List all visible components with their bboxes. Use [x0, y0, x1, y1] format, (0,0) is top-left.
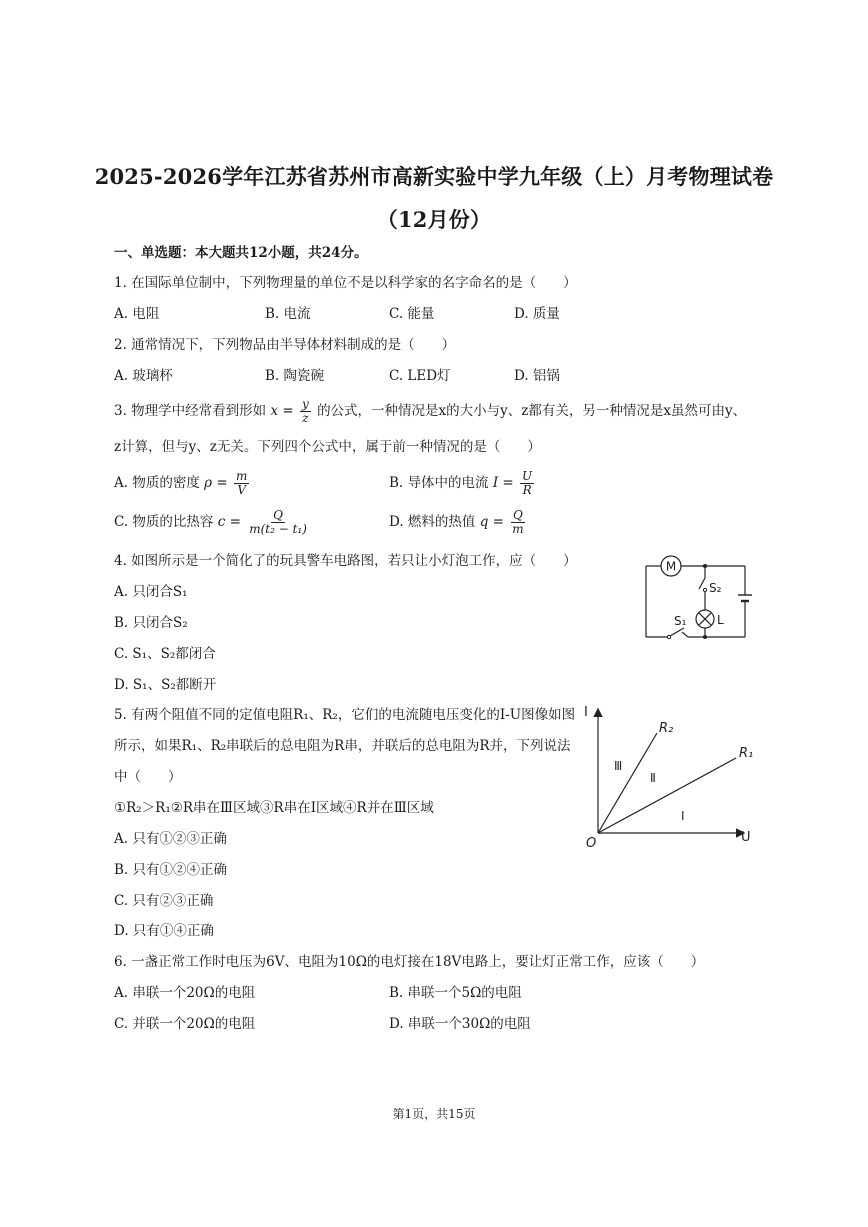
origin-label: O: [586, 836, 597, 851]
question-5-stem-line3: 中（ ）: [114, 769, 182, 785]
q3-stem-b: 的公式，一种情况是x的大小与y、z都有关，另一种情况是x虽然可由y、: [317, 403, 747, 419]
q3-option-b-fraction: [520, 470, 534, 497]
q2-option-c: C. LED灯: [389, 368, 451, 384]
q1-option-c: C. 能量: [389, 306, 435, 322]
question-6-stem: 6. 一盏正常工作时电压为6V、电阻为10Ω的电灯接在18V电路上，要让灯正常工作，应该（ ）: [114, 954, 705, 970]
q1-option-b: B. 电流: [265, 306, 311, 322]
page-footer: 第1页，共15页: [392, 1107, 476, 1121]
switch-s2-label: S₂: [709, 581, 722, 595]
q5-option-d: D. 只有①④正确: [114, 923, 214, 939]
q3-formula-fraction: [300, 398, 311, 425]
section-heading: 一、单选题：本大题共12小题，共24分。: [114, 245, 368, 261]
q3-option-d-den: m: [512, 522, 524, 536]
q3-option-a-den: V: [237, 483, 247, 497]
switch-s1-blade: [670, 628, 684, 636]
q2-option-d: D. 铝锅: [514, 368, 560, 384]
region-1-label: Ⅰ: [681, 809, 685, 823]
q3-option-a-text: A. 物质的密度: [114, 475, 200, 491]
q1-option-d: D. 质量: [514, 306, 560, 322]
question-5-stem-line2: 所示，如果R₁、R₂串联后的总电阻为R串，并联后的总电阻为R并，下列说法: [114, 738, 571, 754]
question-3-stem-line2: z计算，但与y、z无关。下列四个公式中，属于前一种情况的是（ ）: [114, 439, 541, 455]
exam-title: 2025-2026学年江苏省苏州市高新实验中学九年级（上）月考物理试卷: [94, 164, 774, 189]
circuit-diagram: [638, 548, 758, 648]
q3-formula-den: z: [302, 411, 309, 425]
q3-formula-num: y: [301, 397, 309, 411]
lamp-label: L: [717, 613, 724, 627]
q3-option-c-fraction: [247, 509, 309, 536]
q4-option-b: B. 只闭合S₂: [114, 615, 188, 631]
switch-s2-contact: [703, 588, 706, 591]
iu-graph: [580, 700, 760, 852]
q3-option-a-fraction: [234, 470, 249, 497]
line-r2: [598, 733, 657, 833]
switch-s2-blade: [699, 578, 705, 589]
switch-s1-contact: [667, 635, 670, 638]
motor-label: M: [665, 559, 677, 574]
q3-option-d-fraction: [510, 509, 525, 536]
exam-subtitle: （12月份）: [376, 207, 492, 232]
q2-option-b: B. 陶瓷碗: [265, 368, 325, 384]
q3-option-d: [389, 509, 528, 536]
r1-label: R₁: [739, 746, 754, 761]
q3-option-d-num: Q: [513, 508, 523, 522]
q3-option-a-num: m: [235, 469, 248, 483]
q6-option-a: A. 串联一个20Ω的电阻: [114, 985, 256, 1001]
q4-option-a: A. 只闭合S₁: [114, 584, 188, 600]
q2-option-a: A. 玻璃杯: [114, 368, 173, 384]
r2-label: R₂: [659, 721, 674, 736]
question-3-stem-line1: [114, 398, 746, 425]
q4-option-d: D. S₁、S₂都断开: [114, 677, 217, 693]
question-5-stem-line1: 5. 有两个阻值不同的定值电阻R₁、R₂，它们的电流随电压变化的I-U图像如图: [114, 707, 576, 723]
q5-option-a: A. 只有①②③正确: [114, 831, 227, 847]
q3-option-b-num: U: [522, 469, 533, 483]
y-axis-label: I: [584, 705, 588, 720]
q3-option-d-text: D. 燃料的热值: [389, 514, 476, 530]
q3-option-b-lhs: I =: [492, 475, 514, 491]
q3-option-b: [389, 470, 536, 497]
switch-s1-label: S₁: [674, 614, 687, 628]
q6-option-d: D. 串联一个30Ω的电阻: [389, 1016, 531, 1032]
question-4-stem: 4. 如图所示是一个简化了的玩具警车电路图，若只让小灯泡工作，应（ ）: [114, 553, 577, 569]
q6-option-c: C. 并联一个20Ω的电阻: [114, 1016, 256, 1032]
x-axis-label: U: [741, 830, 751, 845]
question-1-stem: 1. 在国际单位制中，下列物理量的单位不是以科学家的名字命名的是（ ）: [114, 275, 577, 291]
q3-option-c-lhs: c =: [217, 514, 241, 530]
junction-top: [703, 564, 707, 568]
q3-option-a: [114, 470, 251, 497]
q1-option-a: A. 电阻: [114, 306, 160, 322]
q3-option-c-den: m(t₂ − t₁): [249, 522, 307, 536]
question-2-stem: 2. 通常情况下，下列物品由半导体材料制成的是（ ）: [114, 337, 456, 353]
q4-option-c: C. S₁、S₂都闭合: [114, 646, 216, 662]
junction-bottom: [703, 635, 707, 639]
q3-option-c-text: C. 物质的比热容: [114, 514, 214, 530]
q3-formula-lhs: x =: [270, 403, 294, 419]
region-3-label: Ⅲ: [614, 759, 623, 773]
q5-option-c: C. 只有②③正确: [114, 893, 214, 909]
q3-option-b-text: B. 导体中的电流: [389, 475, 489, 491]
q3-option-d-lhs: q =: [479, 514, 504, 530]
q6-option-b: B. 串联一个5Ω的电阻: [389, 985, 522, 1001]
q3-option-b-den: R: [522, 483, 532, 497]
question-5-statements: ①R₂＞R₁②R串在Ⅲ区域③R串在Ⅰ区域④R并在Ⅲ区域: [114, 800, 434, 816]
q3-stem-a: 3. 物理学中经常看到形如: [114, 403, 267, 419]
q3-option-c-num: Q: [273, 508, 283, 522]
q3-option-c: [114, 509, 311, 536]
q3-option-a-lhs: ρ =: [204, 475, 228, 491]
q5-option-b: B. 只有①②④正确: [114, 862, 228, 878]
region-2-label: Ⅱ: [650, 771, 656, 785]
